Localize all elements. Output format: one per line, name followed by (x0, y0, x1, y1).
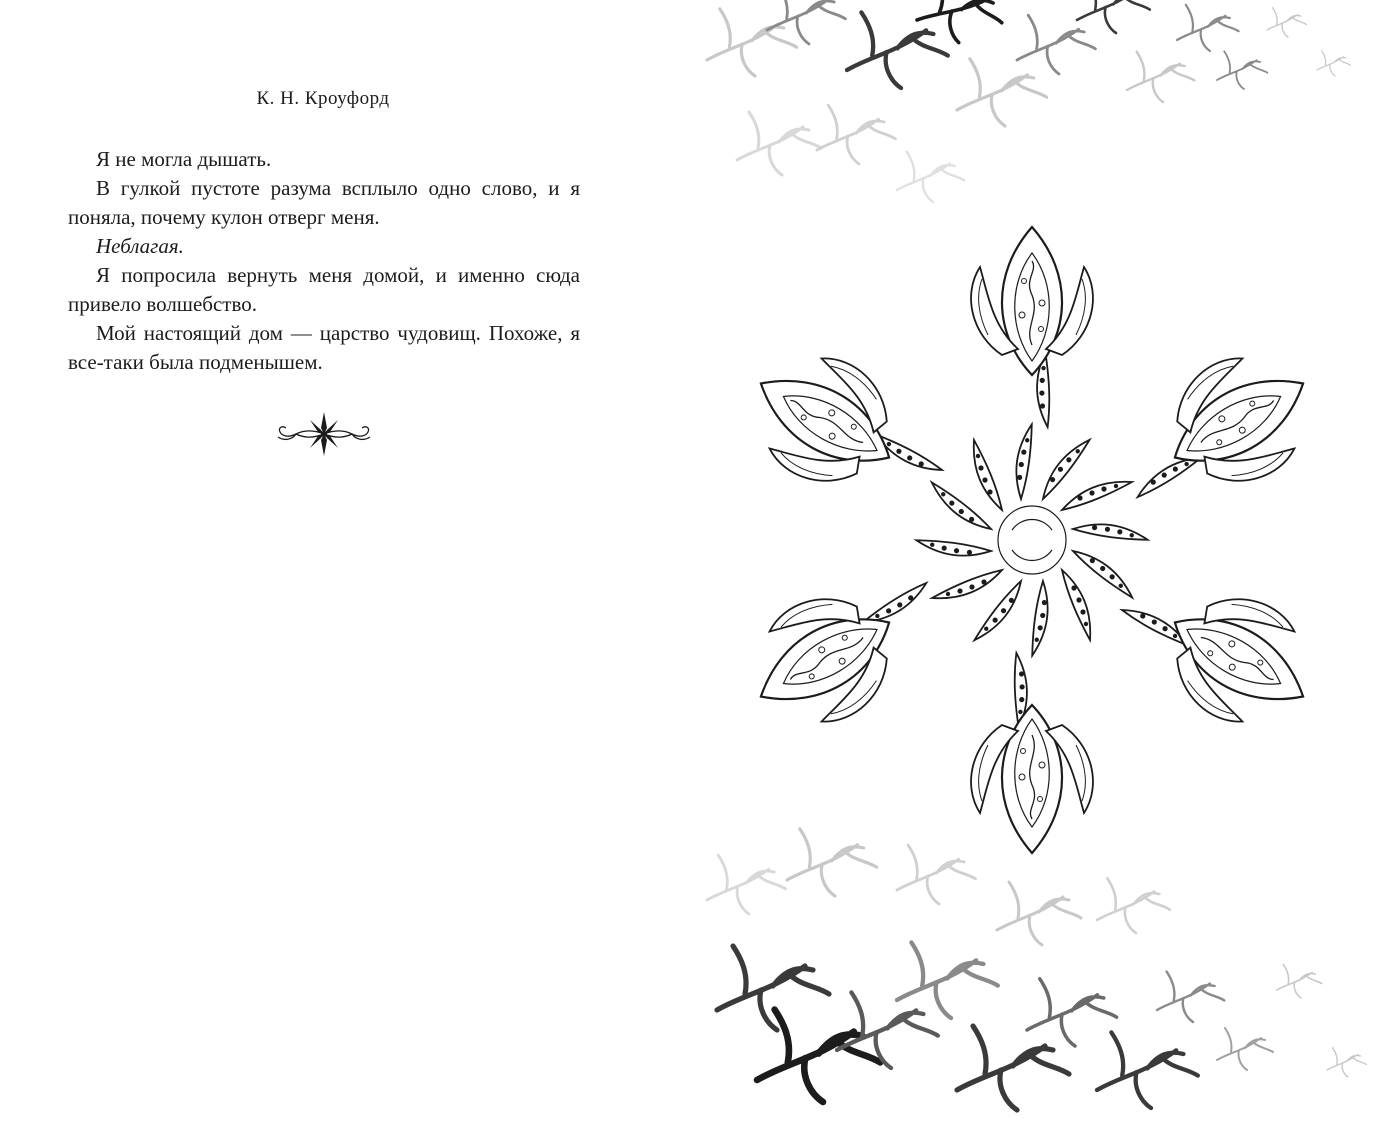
running-head: К. Н. Кроуфорд (256, 88, 390, 109)
right-page (697, 0, 1394, 1125)
snowflake-lotus-illustration (697, 0, 1394, 1125)
top-branches (707, 0, 1351, 202)
paragraph: Мой настоящий дом — царство чудовищ. Похоже, я все-таки была подменышем. (68, 321, 580, 374)
paragraph: Я не могла дышать. (96, 147, 272, 171)
paragraph: В гулкой пустоте разума всплыло одно слово, и я поняла, почему кулон отверг меня. (68, 176, 580, 229)
paragraph (68, 232, 580, 261)
paragraph: Я попросила вернуть меня домой, и именно сюда привело волшебство. (68, 263, 580, 316)
snowflake-mandala (730, 227, 1333, 853)
body-text (68, 145, 580, 377)
bottom-branches (707, 829, 1366, 1110)
fleuron-star-icon (274, 408, 374, 460)
italic-word: Неблагая. (96, 234, 184, 258)
